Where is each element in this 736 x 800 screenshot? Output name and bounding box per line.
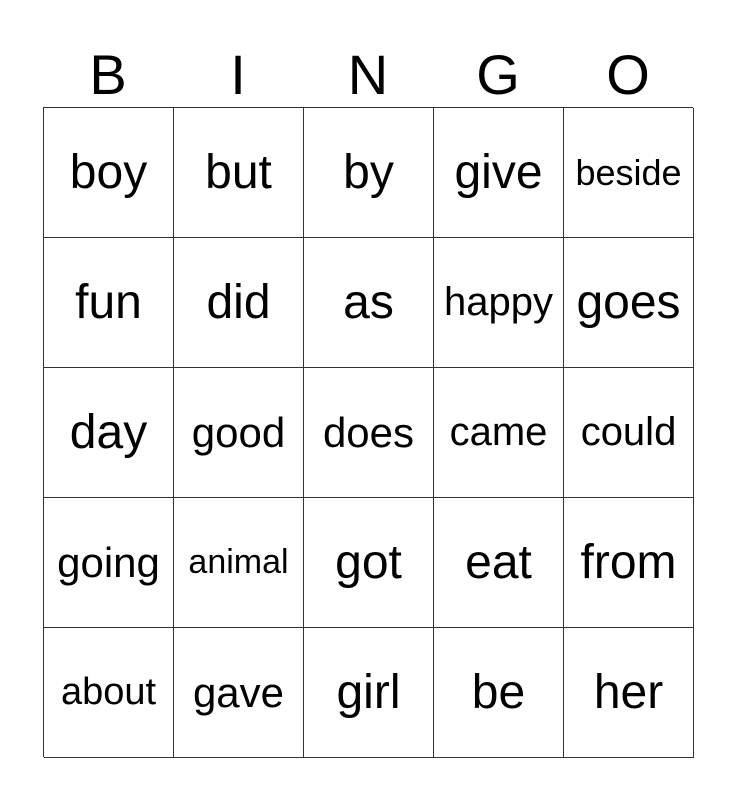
bingo-cell: gave: [174, 628, 304, 758]
bingo-cell: animal: [174, 498, 304, 628]
bingo-cell: but: [174, 108, 304, 238]
header-letter-o: O: [606, 43, 650, 106]
bingo-cell: eat: [434, 498, 564, 628]
header-letter-g: G: [476, 43, 520, 106]
bingo-cell: did: [174, 238, 304, 368]
bingo-cell: about: [44, 628, 174, 758]
bingo-cell: girl: [304, 628, 434, 758]
bingo-board: [43, 107, 693, 757]
bingo-cell: good: [174, 368, 304, 498]
bingo-cell: from: [564, 498, 694, 628]
bingo-cell: going: [44, 498, 174, 628]
bingo-cell: got: [304, 498, 434, 628]
bingo-header: [43, 44, 693, 106]
bingo-cell: by: [304, 108, 434, 238]
bingo-cell: does: [304, 368, 434, 498]
header-letter-b: B: [89, 43, 127, 106]
bingo-cell: fun: [44, 238, 174, 368]
bingo-cell: day: [44, 368, 174, 498]
bingo-cell: boy: [44, 108, 174, 238]
bingo-cell: beside: [564, 108, 694, 238]
bingo-cell: give: [434, 108, 564, 238]
bingo-cell: be: [434, 628, 564, 758]
bingo-cell: goes: [564, 238, 694, 368]
header-letter-i: I: [230, 43, 246, 106]
bingo-cell: came: [434, 368, 564, 498]
bingo-cell: could: [564, 368, 694, 498]
bingo-cell: happy: [434, 238, 564, 368]
bingo-cell: as: [304, 238, 434, 368]
bingo-cell: her: [564, 628, 694, 758]
header-letter-n: N: [347, 43, 389, 106]
